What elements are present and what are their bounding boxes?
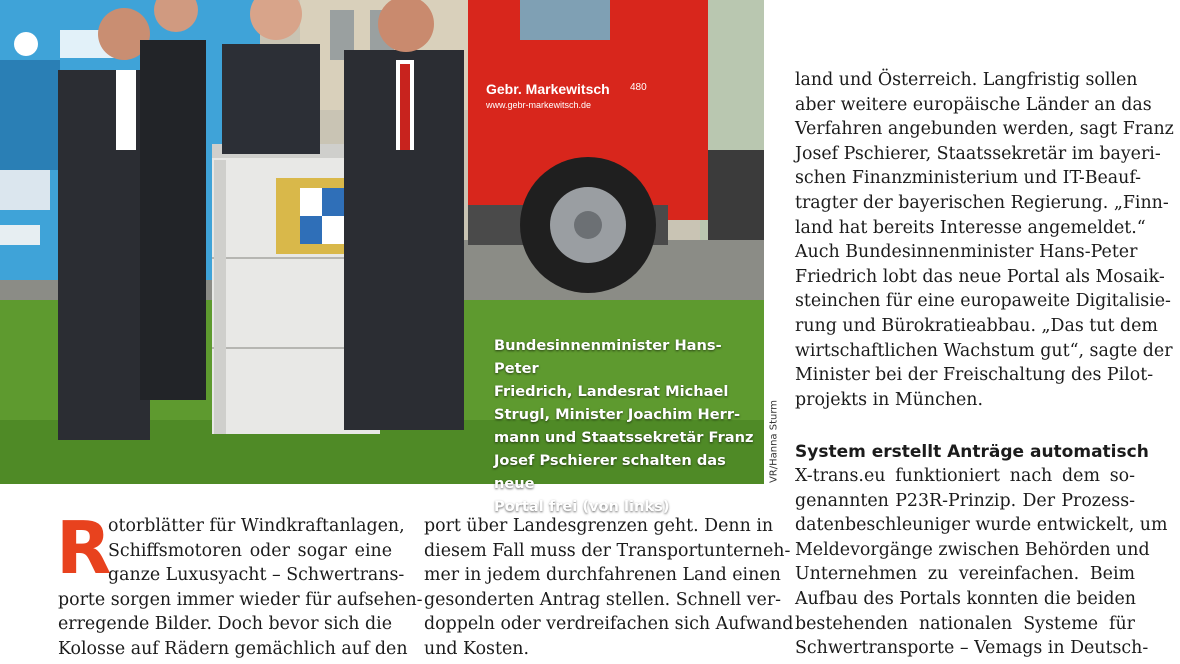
text-line: genannten P23R-Prinzip. Der Prozess- (795, 490, 1135, 511)
article-column-1 (56, 506, 423, 662)
caption-line: Portal frei (von links) (494, 498, 670, 515)
text-line: doppeln oder verdreifachen sich Aufwand (424, 614, 794, 635)
article-subheading: System erstellt Anträge automatisch (795, 442, 1149, 462)
truck-url: www.gebr-markewitsch.de (486, 100, 592, 110)
text-line: projekts in München. (795, 389, 984, 410)
text-line: Friedrich lobt das neue Portal als Mosaik- (795, 266, 1165, 287)
truck-model: 480 (630, 82, 647, 93)
text-line: erregende Bilder. Doch bevor sich die (58, 614, 392, 635)
text-line: Josef Pschierer, Staatssekretär im bayeri- (795, 143, 1161, 164)
truck-brand: Gebr. Markewitsch (486, 81, 610, 97)
person-friedrich (58, 8, 150, 440)
text-line: Verfahren angebunden werden, sagt Franz (795, 119, 1174, 140)
text-line: Schwertransporte – Vemags in Deutsch- (795, 638, 1149, 659)
text-line: wirtschaftlichen Wachstum gut“, sagte der (795, 340, 1173, 361)
text-line: Auch Bundesinnenminister Hans-Peter (795, 242, 1138, 263)
text-line: porte sorgen immer wieder für aufsehen- (58, 589, 423, 610)
article-column-3-top (795, 68, 1174, 412)
caption-line: Bundesinnenminister Hans-Peter (494, 337, 722, 377)
text-line: land und Österreich. Langfristig sollen (795, 70, 1138, 90)
photo-caption (494, 334, 756, 518)
text-line: port über Landesgrenzen geht. Denn in (424, 516, 774, 536)
text-line: und Kosten. (424, 638, 529, 659)
caption-line: Friedrich, Landesrat Michael (494, 383, 729, 400)
text-line: Unternehmen zu vereinfachen. Beim (795, 564, 1135, 585)
text-line: mer in jedem durchfahrenen Land einen (424, 565, 781, 586)
text-line: X-trans.eu funktioniert nach dem so- (795, 466, 1135, 486)
caption-line: Strugl, Minister Joachim Herr- (494, 406, 741, 423)
text-line: tragter der bayerischen Regierung. „Finn- (795, 192, 1169, 213)
text-line: Schiffsmotoren oder sogar eine (108, 540, 392, 561)
text-line: Minister bei der Freischaltung des Pilot- (795, 365, 1154, 386)
caption-line: mann und Staatssekretär Franz (494, 429, 754, 446)
text-line: land hat bereits Interesse angemeldet.“ (795, 217, 1146, 238)
text-line: datenbeschleuniger wurde entwickelt, um (795, 515, 1168, 536)
article-column-2 (424, 514, 794, 662)
text-line: Meldevorgänge zwischen Behörden und (795, 539, 1150, 560)
text-line: steinchen für eine europaweite Digitalisie- (795, 291, 1171, 312)
drop-cap: R (56, 506, 112, 590)
text-line: bestehenden nationalen Systeme für (795, 613, 1135, 634)
text-line: otorblätter für Windkraftanlagen, (108, 516, 405, 536)
text-line: gesonderten Antrag stellen. Schnell ver- (424, 589, 782, 610)
photo-credit (766, 399, 780, 486)
text-line: aber weitere europäische Länder an das (795, 94, 1152, 115)
photo-credit-text: VR/Hanna Sturm (768, 399, 780, 484)
text-line: schen Finanzministerium und IT-Beauf- (795, 168, 1142, 189)
person-strugl (140, 0, 206, 400)
text-line: Kolosse auf Rädern gemächlich auf den (58, 638, 408, 659)
person-pschierer (344, 0, 464, 430)
caption-line: Josef Pschierer schalten das neue (494, 452, 726, 492)
text-line: ganze Luxusyacht – Schwertrans- (108, 565, 405, 586)
text-line: Aufbau des Portals konnten die beiden (795, 588, 1136, 609)
text-line: diesem Fall muss der Transportunterneh- (424, 540, 791, 561)
text-line: rung und Bürokratieabbau. „Das tut dem (795, 315, 1158, 336)
article-column-3-bottom (795, 464, 1168, 661)
